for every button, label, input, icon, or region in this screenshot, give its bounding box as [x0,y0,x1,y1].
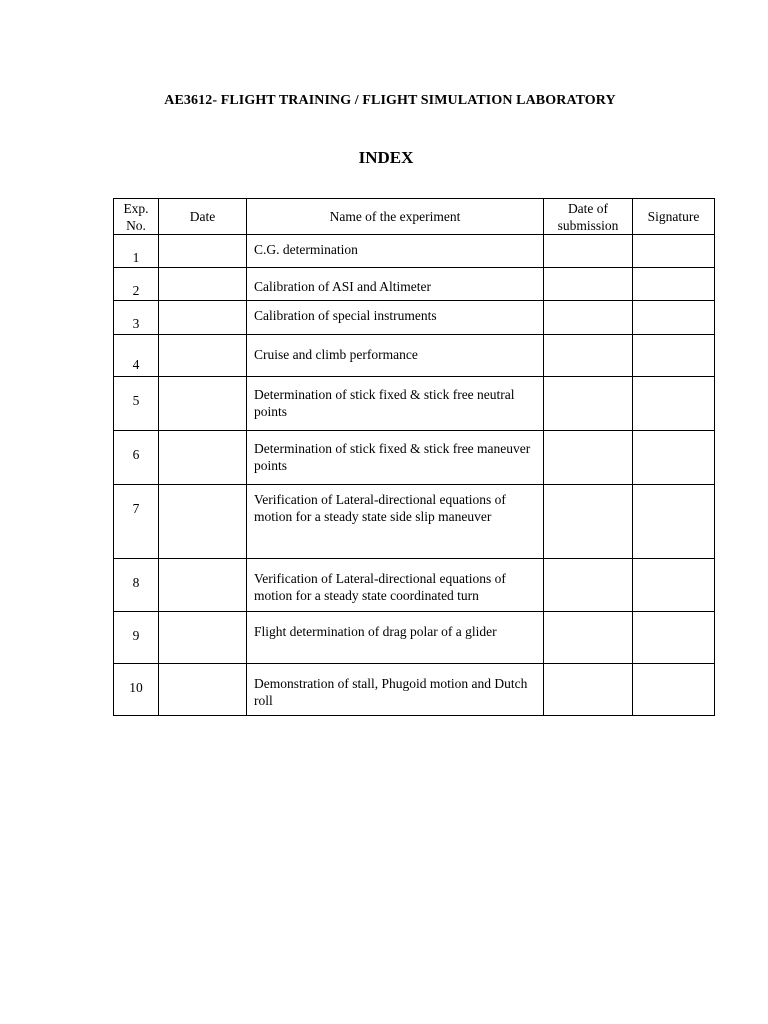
date-cell [159,335,247,377]
signature-cell [633,301,715,335]
exp-number: 3 [114,301,159,335]
exp-number: 1 [114,235,159,268]
header-date: Date [159,199,247,235]
submission-cell [544,559,633,612]
date-cell [159,485,247,559]
submission-cell [544,431,633,485]
document-title: AE3612- FLIGHT TRAINING / FLIGHT SIMULATION LABORATORY [164,93,616,108]
exp-number: 6 [114,431,159,485]
table-row [114,301,715,335]
experiment-name: Calibration of ASI and Altimeter [247,268,544,301]
signature-cell [633,664,715,716]
exp-number: 8 [114,559,159,612]
table-row [114,377,715,431]
table-header-row [114,199,715,235]
exp-number: 9 [114,612,159,664]
date-cell [159,431,247,485]
table-row [114,335,715,377]
submission-cell [544,664,633,716]
experiment-name: C.G. determination [247,235,544,268]
submission-cell [544,612,633,664]
header-signature: Signature [633,199,715,235]
experiment-name: Determination of stick fixed & stick free neutral points [247,377,544,431]
signature-cell [633,612,715,664]
table-row [114,664,715,716]
signature-cell [633,335,715,377]
experiment-name: Verification of Lateral-directional equations of motion for a steady state side slip maneuver [247,485,544,559]
date-cell [159,301,247,335]
signature-cell [633,485,715,559]
index-heading: INDEX [358,148,414,167]
submission-cell [544,485,633,559]
exp-number: 2 [114,268,159,301]
experiment-name: Determination of stick fixed & stick free maneuver points [247,431,544,485]
experiment-name: Flight determination of drag polar of a glider [247,612,544,664]
date-cell [159,235,247,268]
submission-cell [544,377,633,431]
exp-number: 7 [114,485,159,559]
table-row [114,612,715,664]
header-name: Name of the experiment [247,199,544,235]
exp-number: 5 [114,377,159,431]
header-submission: Date of submission [544,199,633,235]
submission-cell [544,235,633,268]
experiment-name: Verification of Lateral-directional equations of motion for a steady state coordinated turn [247,559,544,612]
signature-cell [633,559,715,612]
experiment-name: Demonstration of stall, Phugoid motion and Dutch roll [247,664,544,716]
date-cell [159,268,247,301]
submission-cell [544,335,633,377]
experiment-name: Cruise and climb performance [247,335,544,377]
table-row [114,235,715,268]
table-row [114,485,715,559]
date-cell [159,612,247,664]
exp-number: 10 [114,664,159,716]
date-cell [159,664,247,716]
date-cell [159,559,247,612]
date-cell [159,377,247,431]
table-row [114,431,715,485]
signature-cell [633,235,715,268]
experiment-name: Calibration of special instruments [247,301,544,335]
signature-cell [633,377,715,431]
exp-number: 4 [114,335,159,377]
signature-cell [633,268,715,301]
index-table [113,198,715,716]
table-row [114,559,715,612]
header-exp-no: Exp. No. [114,199,159,235]
signature-cell [633,431,715,485]
table-row [114,268,715,301]
submission-cell [544,268,633,301]
submission-cell [544,301,633,335]
